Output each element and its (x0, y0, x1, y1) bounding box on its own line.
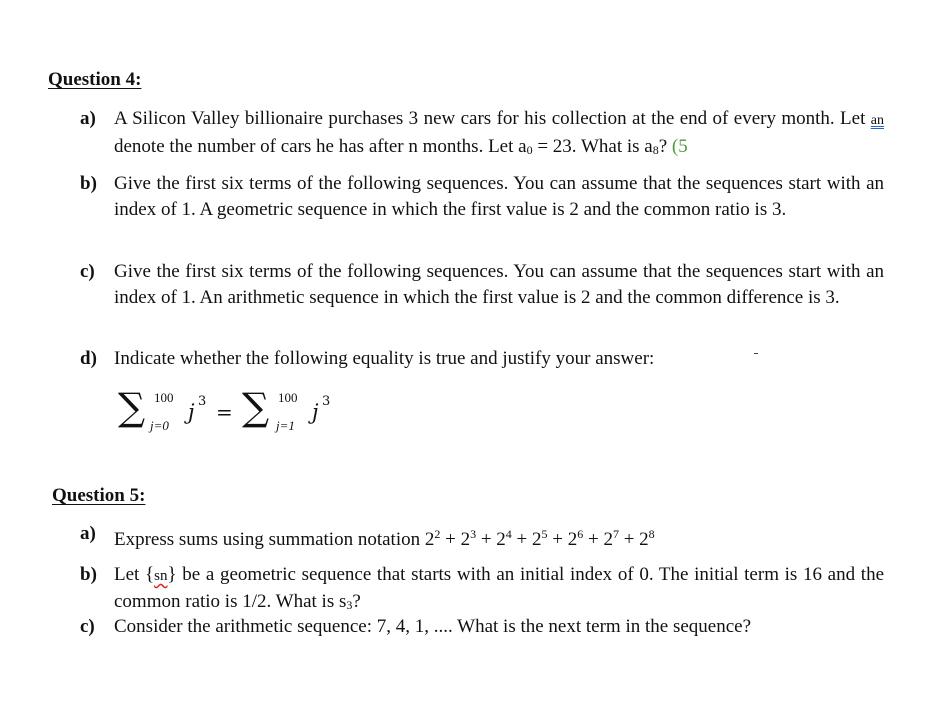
plus-sign: + (440, 529, 461, 550)
power-term-base: 2 (532, 529, 542, 550)
stray-mark (754, 353, 758, 354)
power-term-base: 2 (496, 529, 506, 550)
question-5a: a) Express sums using summation notation $2^2 + 2^3 + 2^4 + 2^5 + 2^6 + 2^7 + 2^8$ (80, 523, 655, 550)
question-4c: c) Give the first six terms of the following sequences. You can assume that the sequences start with an index of 1. An arithmetic sequence in which the first value is 2 and the common difference is 3. (80, 261, 884, 308)
power-term-exponent: 2 (434, 527, 441, 541)
power-term-exponent: 5 (541, 527, 548, 541)
plus-sign: + (547, 529, 568, 550)
plus-sign: + (583, 529, 604, 550)
upper-limit-right: 100 (278, 390, 298, 405)
item-label: d) (80, 348, 97, 369)
question-5-title: Question 5: (52, 485, 146, 506)
plus-sign: + (511, 529, 533, 550)
summation-equality (118, 384, 418, 442)
power-term-exponent: 7 (612, 527, 619, 541)
equals-sign: = (216, 400, 233, 424)
item-label: a) (80, 108, 96, 129)
lower-limit-right: j=1 (276, 418, 295, 433)
power-right: 3 (322, 394, 331, 409)
power-series (425, 529, 655, 550)
question-5b: b) Let {sn} be a geometric sequence that starts with an initial index of 0. The initial term is 16 and the common ratio is 1/2. What is $s_3$? (80, 564, 884, 612)
upper-limit-left: 100 (154, 390, 174, 405)
sigma-right: ∑ (242, 385, 270, 429)
power-term-base: 2 (603, 529, 613, 550)
lower-limit-left: j=0 (150, 418, 169, 433)
power-term-exponent: 8 (648, 527, 655, 541)
question-4-title: Question 4: (48, 69, 142, 90)
power-term-base: 2 (639, 529, 649, 550)
power-term-exponent: 4 (505, 527, 512, 541)
power-term-exponent: 3 (470, 527, 477, 541)
a-n-symbol: an (870, 113, 884, 128)
points-note: (5 (671, 136, 688, 157)
question-4a: a) A Silicon Valley billionaire purchases 3 new cars for his collection at the end of every month. Let an denote the number of cars he has after n months. Let $a_0 = 23$. What is $a_8$? (5 (80, 108, 884, 157)
question-4b: b) Give the first six terms of the following sequences. You can assume that the sequences start with an index of 1. A geometric sequence in which the first value is 2 and the common ratio is 3. (80, 173, 884, 220)
item-label: b) (80, 564, 97, 585)
question-5c: c) Consider the arithmetic sequence: 7, 4, 1, .... What is the next term in the sequence? (80, 614, 884, 640)
power-left: 3 (198, 394, 207, 409)
item-label: c) (80, 616, 95, 637)
question-4d: d) Indicate whether the following equality is true and justify your answer: (80, 346, 884, 372)
power-term-base: 2 (424, 529, 435, 550)
power-term-base: 2 (567, 529, 578, 550)
item-label: b) (80, 173, 97, 194)
item-label: a) (80, 523, 96, 544)
plus-sign: + (618, 529, 640, 550)
s-n-symbol: sn (154, 568, 168, 584)
variable-right: j (312, 400, 319, 424)
variable-left: j (188, 400, 195, 424)
power-term-base: 2 (460, 529, 471, 550)
power-term-exponent: 6 (577, 527, 584, 541)
sigma-left: ∑ (118, 385, 146, 429)
plus-sign: + (476, 529, 497, 550)
item-label: c) (80, 261, 95, 282)
